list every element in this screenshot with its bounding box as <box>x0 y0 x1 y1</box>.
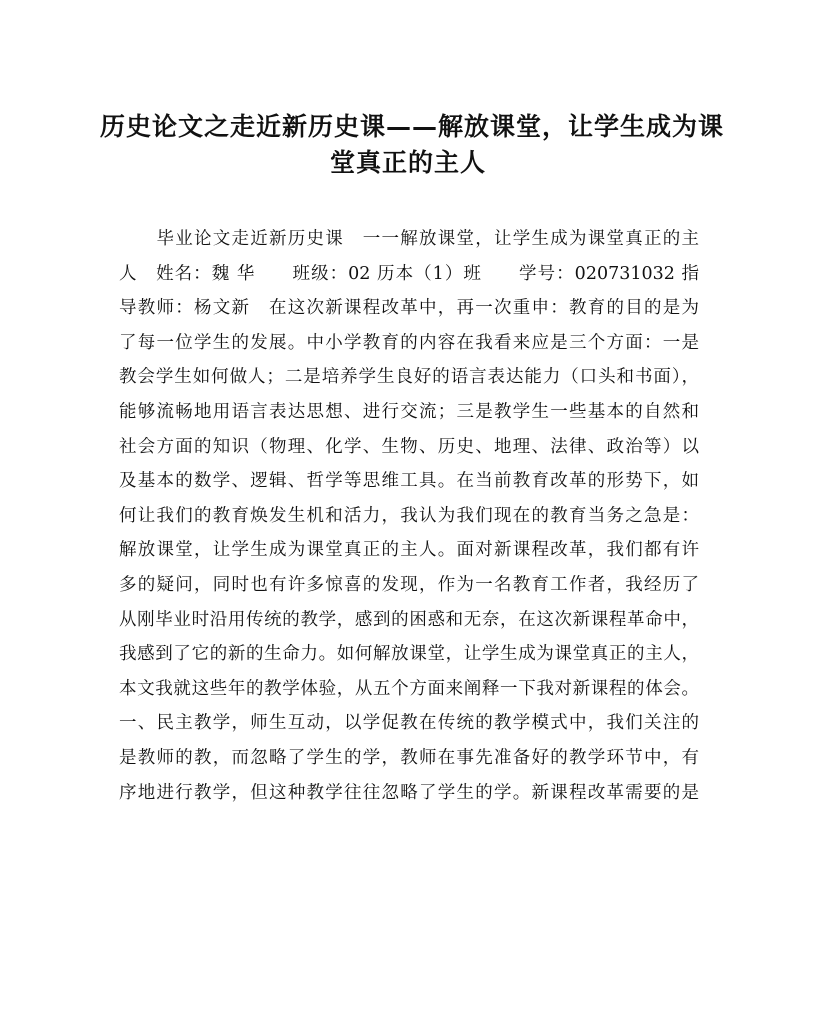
body-line: 及基本的数学、逻辑、哲学等思维工具。在当前教育改革的形势下，如 <box>119 471 699 492</box>
body-line: 社会方面的知识（物理、化学、生物、历史、地理、法律、政治等）以 <box>119 436 699 457</box>
body-line: 本文我就这些年的教学体验，从五个方面来阐释一下我对新课程的体会。 <box>119 678 699 699</box>
body-line: 序地进行教学，但这种教学往往忽略了学生的学。新课程改革需要的是 <box>119 782 699 803</box>
body-line: 导教师：杨文新 在这次新课程改革中，再一次重申：教育的目的是为 <box>119 298 699 319</box>
body-line: 何让我们的教育焕发生机和活力，我认为我们现在的教育当务之急是： <box>119 505 699 526</box>
body-line: 从刚毕业时沿用传统的教学，感到的困惑和无奈，在这次新课程革命中， <box>119 609 699 630</box>
body-line: 解放课堂，让学生成为课堂真正的主人。面对新课程改革，我们都有许 <box>119 540 699 561</box>
body-line: 教会学生如何做人；二是培养学生良好的语言表达能力（口头和书面）， <box>119 367 699 388</box>
body-line: 了每一位学生的发展。中小学教育的内容在我看来应是三个方面：一是 <box>119 332 699 353</box>
body-line: 毕业论文走近新历史课 一一解放课堂，让学生成为课堂真正的主 <box>119 229 699 249</box>
title-line-1: 历史论文之走近新历史课——解放课堂，让学生成为课 <box>100 112 725 141</box>
body-line: 人 姓名：魏 华 班级：02 历本（1）班 学号：020731032 指 <box>119 263 699 284</box>
body-line: 是教师的教，而忽略了学生的学，教师在事先准备好的教学环节中，有 <box>119 747 699 768</box>
body-text <box>119 222 699 810</box>
body-line: 多的疑问，同时也有许多惊喜的发现，作为一名教育工作者，我经历了 <box>119 574 699 595</box>
body-line: 一、民主教学，师生互动，以学促教在传统的教学模式中，我们关注的 <box>119 713 699 734</box>
title-line-2: 堂真正的主人 <box>329 148 486 177</box>
body-line: 我感到了它的新的生命力。如何解放课堂，让学生成为课堂真正的主人， <box>119 644 699 665</box>
body-line: 能够流畅地用语言表达思想、进行交流；三是教学生一些基本的自然和 <box>119 401 699 422</box>
